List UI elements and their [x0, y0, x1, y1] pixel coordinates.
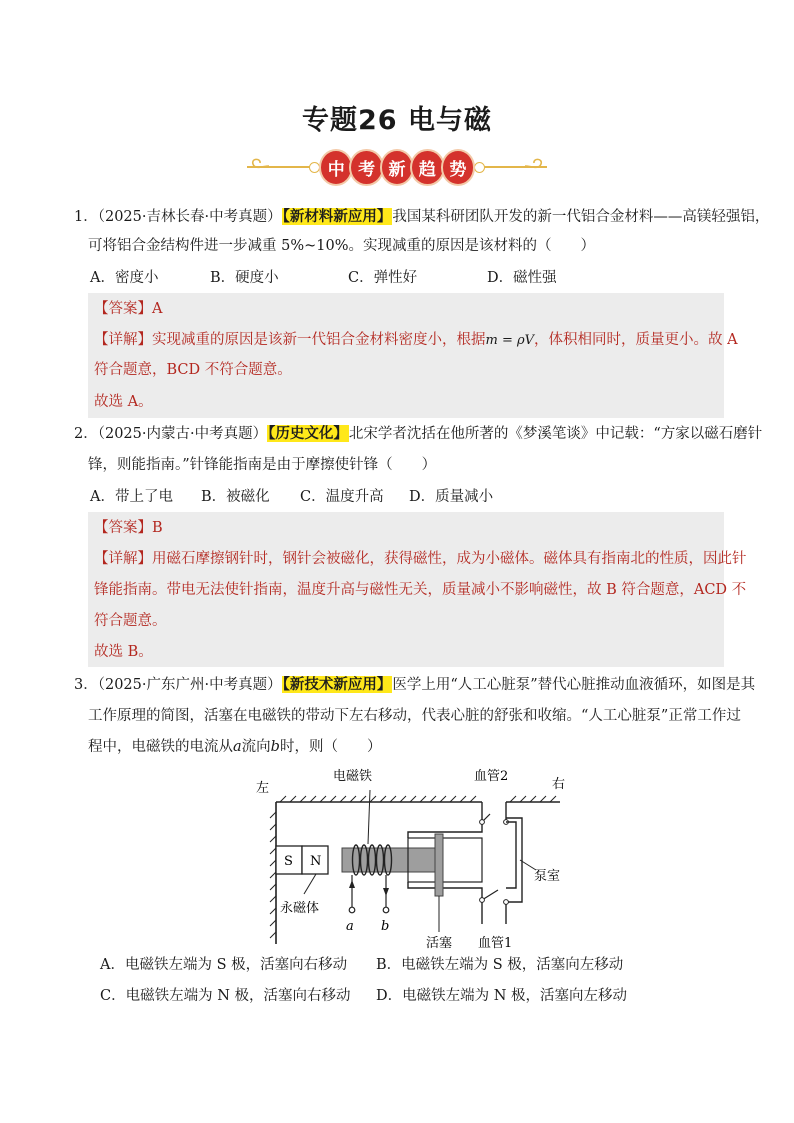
terminal-a-label: a	[233, 739, 242, 755]
question-source: （2025·吉林长春·中考真题）	[97, 209, 282, 225]
option-d: D．磁性强	[487, 270, 557, 286]
conclusion: 故选 A。	[94, 394, 153, 410]
question-text: 医学上用“人工心脏泵”替代心脏推动血液循环，如图是其	[392, 677, 756, 693]
detail-text: 锋能指南。带电无法使针指南，温度升高与磁性无关，质量减小不影响磁性，故 B 符合题意，ACD 不	[94, 582, 747, 598]
question-text: 程中，电磁铁的电流从	[88, 739, 233, 755]
label-right: 右	[552, 777, 566, 792]
label-piston: 活塞	[426, 936, 453, 951]
trend-banner	[247, 148, 547, 188]
pole-n-label: N	[310, 854, 322, 869]
question-tag: 【历史文化】	[268, 425, 348, 442]
left-wall-hatching	[270, 812, 276, 938]
question-3-line-3	[88, 737, 381, 757]
terminal-a	[349, 907, 355, 913]
answer-label: 【答案】	[94, 520, 152, 536]
answer-box-2	[88, 512, 747, 667]
detail-text: 用磁石摩擦钢针时，钢针会被磁化，获得磁性，成为小磁体。磁体具有指南北的性质，因此针	[152, 551, 747, 567]
question-3-line-1	[74, 675, 755, 695]
wall-hatching	[280, 796, 556, 802]
heart-pump-diagram	[250, 762, 580, 952]
banner-char: 考	[351, 151, 381, 184]
pole-s-label: S	[284, 854, 293, 869]
banner-char: 趋	[412, 151, 442, 184]
label-pump-chamber: 泵室	[534, 869, 561, 884]
label-magnet: 永磁体	[280, 901, 320, 916]
label-vessel-2: 血管2	[474, 769, 509, 784]
pump-chamber-outer	[506, 818, 522, 902]
electromagnet-core	[342, 848, 438, 872]
option-d: D．质量减小	[409, 489, 494, 505]
question-2-line-1	[74, 424, 762, 444]
option-b: B．被磁化	[201, 489, 270, 505]
detail-text: ，体积相同时，质量更小。故 A	[534, 332, 738, 348]
question-tag: 【新材料新应用】	[282, 208, 392, 225]
conclusion: 故选 B。	[94, 644, 153, 660]
formula: m = ρV	[485, 333, 535, 348]
detail-label: 【详解】	[94, 551, 152, 567]
question-number: 2．	[74, 426, 98, 442]
banner-char: 新	[382, 151, 412, 184]
terminal-b	[383, 907, 389, 913]
question-text: 时，则（ ）	[279, 739, 382, 755]
electromagnet-leader	[368, 790, 370, 844]
detail-text: 符合题意。	[94, 613, 167, 629]
magnet-leader	[304, 874, 316, 894]
option-c: C．温度升高	[300, 489, 384, 505]
banner-char: 中	[321, 151, 351, 184]
question-source: （2025·内蒙古·中考真题）	[97, 426, 268, 442]
question-source: （2025·广东广州·中考真题）	[97, 677, 282, 693]
label-left: 左	[256, 781, 270, 796]
banner-char: 势	[443, 151, 473, 184]
page-title: 专题26 电与磁	[302, 105, 492, 136]
question-text: 工作原理的简图，活塞在电磁铁的带动下左右移动，代表心脏的舒张和收缩。“人工心脏泵”正常工作过	[88, 708, 741, 724]
detail-text: 实现减重的原因是该新一代铝合金材料密度小，根据	[152, 332, 486, 348]
option-c: C．弹性好	[348, 270, 418, 286]
option-d: D．电磁铁左端为 N 极，活塞向左移动	[376, 988, 628, 1004]
question-text: 可将铝合金结构件进一步减重 5%~10%。实现减重的原因是该材料的（ ）	[88, 238, 595, 254]
question-text: 我国某科研团队开发的新一代铝合金材料——高镁轻强铝，	[392, 209, 770, 225]
arrow-down-icon	[383, 888, 389, 896]
cylinder-top-outer	[408, 822, 482, 838]
answer-value: A	[152, 301, 163, 317]
valve-2-hinge	[480, 820, 485, 825]
cylinder-bottom-outer	[408, 882, 482, 900]
banner-dot-right	[474, 162, 485, 173]
detail-text: 符合题意，BCD 不符合题意。	[94, 362, 292, 378]
detail-label: 【详解】	[94, 332, 152, 348]
question-number: 1．	[74, 209, 98, 225]
question-tag: 【新技术新应用】	[282, 676, 392, 693]
option-a: A．密度小	[90, 270, 159, 286]
question-number: 3．	[74, 677, 98, 693]
banner-dot-left	[309, 162, 320, 173]
label-vessel-1: 血管1	[478, 936, 513, 951]
arrow-up-icon	[349, 880, 355, 888]
option-a: A．电磁铁左端为 S 极，活塞向右移动	[100, 957, 348, 973]
question-1-line-1	[74, 207, 769, 227]
question-text: 锋，则能指南。”针锋能指南是由于摩擦使针锋（ ）	[88, 457, 437, 473]
terminal-a-text: a	[346, 919, 354, 934]
option-b: B．电磁铁左端为 S 极，活塞向左移动	[376, 957, 624, 973]
pump-chamber-wall	[506, 822, 516, 888]
piston	[435, 834, 443, 896]
answer-label: 【答案】	[94, 301, 152, 317]
option-b: B．硬度小	[210, 270, 279, 286]
label-electromagnet: 电磁铁	[333, 769, 373, 784]
valve-1-hinge	[480, 898, 485, 903]
valve-1-stop	[504, 900, 509, 905]
answer-value: B	[152, 520, 163, 536]
question-text: 流向	[241, 739, 271, 755]
terminal-b-label: b	[270, 739, 280, 755]
swirl-ornament-icon	[249, 154, 271, 176]
terminal-b-text: b	[381, 919, 390, 934]
swirl-ornament-icon	[523, 154, 545, 176]
answer-box-1	[88, 293, 738, 418]
question-text: 北宋学者沈括在他所著的《梦溪笔谈》中记载：“方家以磁石磨针	[348, 426, 763, 442]
option-c: C．电磁铁左端为 N 极，活塞向右移动	[100, 988, 351, 1004]
option-a: A．带上了电	[90, 489, 173, 505]
